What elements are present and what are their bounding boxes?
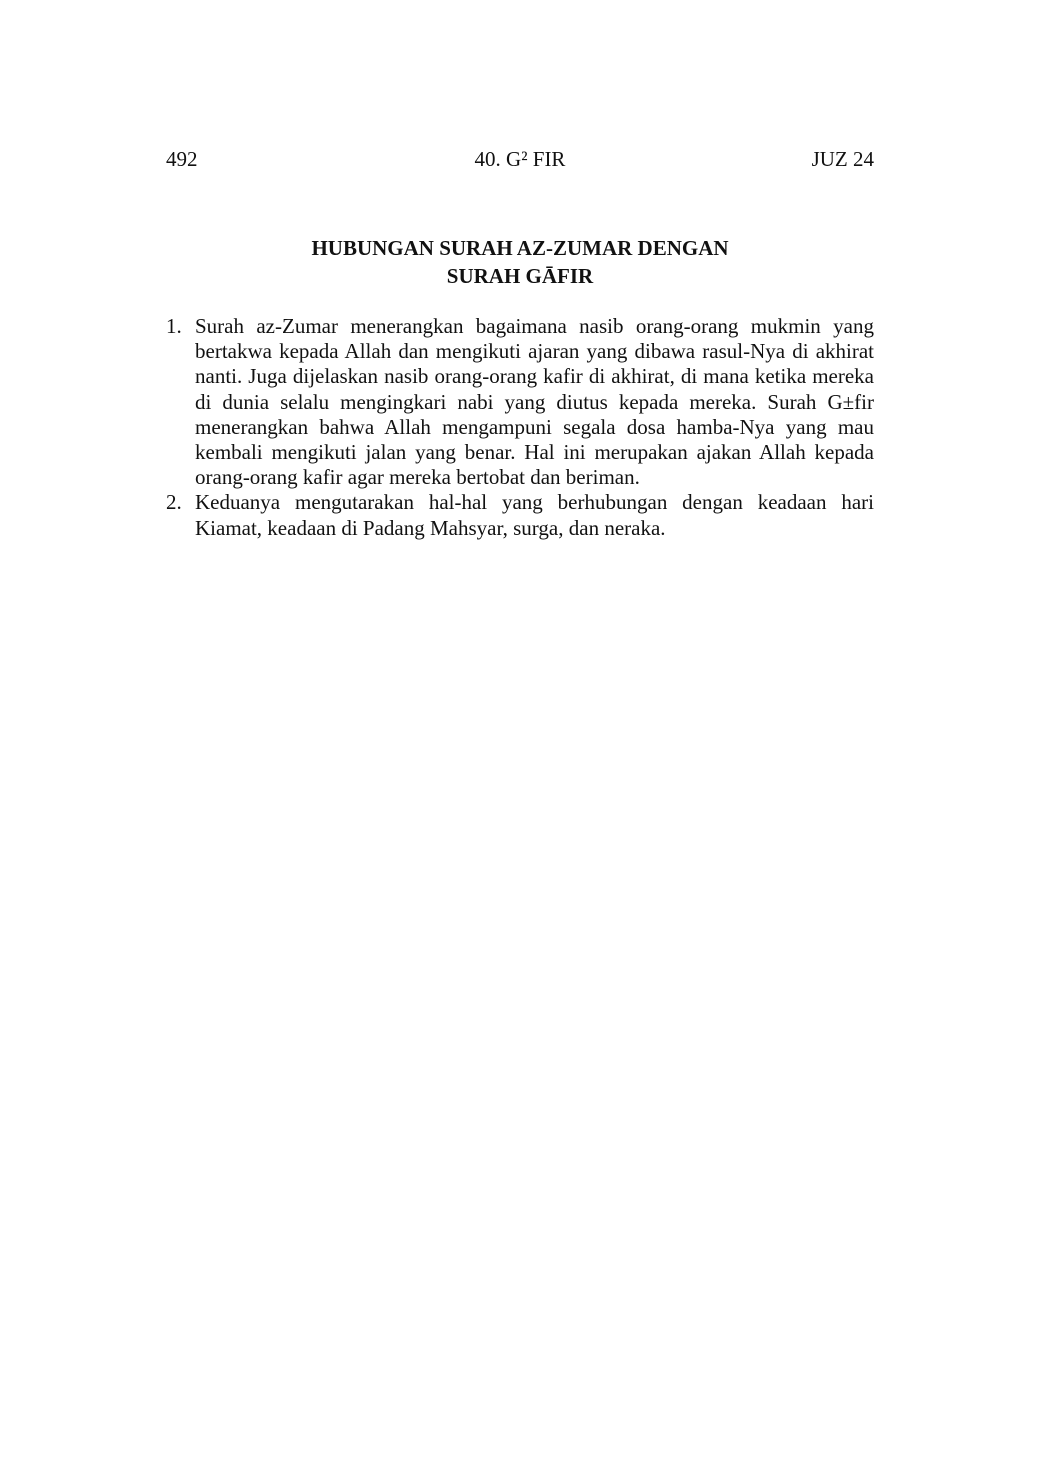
juz-label: JUZ 24 xyxy=(811,147,874,171)
list-item-number: 1. xyxy=(166,314,182,338)
section-title-line-2: SURAH GĀFIR xyxy=(446,264,594,288)
list-item-text: Surah az-Zumar menerangkan bagaimana nasib orang-orang mukmin yang bertakwa kepada Allah dan mengikuti ajaran yang dibawa rasul-Nya di akhirat nanti. Juga dijelaskan nasib orang-orang kafir di akhirat, di mana ketika mereka di dunia selalu mengingkari nabi yang diutus kepada mereka. Surah G±fir menerangkan bahwa Allah mengampuni segala dosa hamba-Nya yang mau kembali mengikuti jalan yang benar. Hal ini merupakan ajakan Allah kepada orang-orang kafir agar mereka bertobat dan beriman. xyxy=(195,314,874,490)
running-header xyxy=(166,146,874,172)
list-item-text: Keduanya mengutarakan hal-hal yang berhubungan dengan keadaan hari Kiamat, keadaan di Padang Mahsyar, surga, dan neraka. xyxy=(195,490,874,540)
list-item xyxy=(166,314,874,490)
section-title xyxy=(166,234,874,290)
list-item xyxy=(166,490,874,540)
numbered-list xyxy=(166,314,874,541)
list-item-number: 2. xyxy=(166,490,182,515)
section-title-line-1: HUBUNGAN SURAH AZ-ZUMAR DENGAN xyxy=(311,236,729,260)
page-number: 492 xyxy=(166,147,198,171)
surah-label: 40. G² FIR xyxy=(474,147,566,171)
